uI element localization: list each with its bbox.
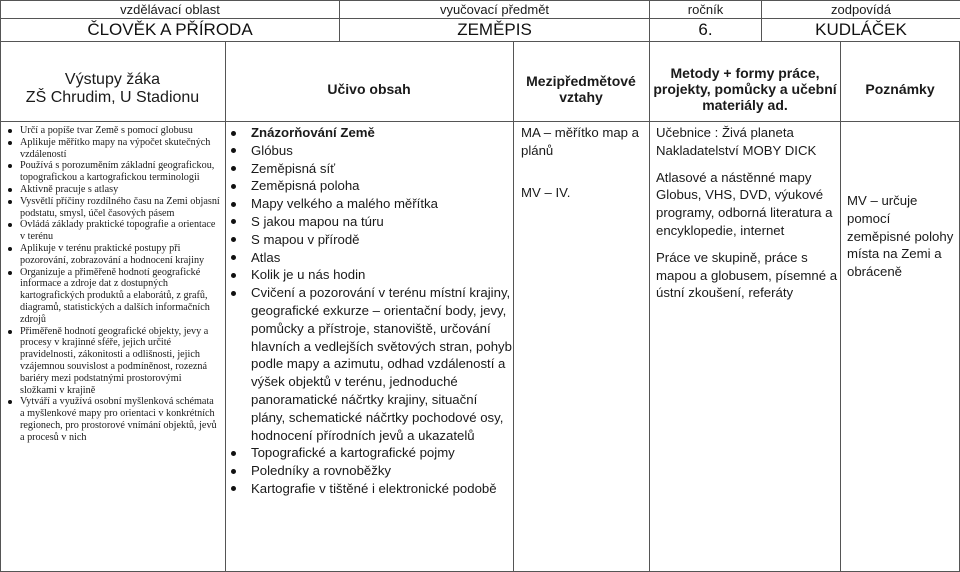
content-item: Atlas <box>225 249 513 267</box>
content-item: Glóbus <box>225 142 513 160</box>
methods-cell <box>656 124 840 311</box>
column-heading-content <box>225 56 513 122</box>
cross-relation-item: MV – IV. <box>521 184 571 200</box>
methods-item: Atlasové a nástěnné mapy Globus, VHS, DVD, výukové programy, odborná literatura a encyklopedie, internet <box>656 169 833 238</box>
methods-title: Metody + formy práce, projekty, pomůcky a učební materiály ad. <box>653 65 837 113</box>
outcome-item: Ovládá základy praktické topografie a orientace v terénu <box>6 219 220 243</box>
methods-item: Učebnice : Živá planeta Nakladatelství MOBY DICK <box>656 125 817 158</box>
outcomes-title: Výstupy žáka <box>64 71 161 88</box>
content-item: Topografické a kartografické pojmy <box>225 444 513 462</box>
header-label-grade: ročník <box>650 1 762 19</box>
outcome-item: Organizuje a přiměřeně hodnotí geografické informace a zdroje dat z dostupných kartografických produktů a elaborátů, z grafů, diagramů, statistických a dalších informačních zdrojů <box>6 267 220 326</box>
cross-relations <box>521 124 649 201</box>
content-item: S jakou mapou na túru <box>225 213 513 231</box>
content-item: Poledníky a rovnoběžky <box>225 462 513 480</box>
content-item: Zeměpisná poloha <box>225 177 513 195</box>
content-item: Kartografie v tištěné i elektronické podobě <box>225 480 513 498</box>
header-value-subject: ZEMĚPIS <box>340 19 650 42</box>
column-heading-cross <box>513 56 649 122</box>
header-value-area: ČLOVĚK A PŘÍRODA <box>1 19 340 42</box>
outcomes-school: ZŠ Chrudim, U Stadionu <box>25 89 200 106</box>
column-heading-notes <box>840 56 960 122</box>
outcome-item: Určí a popíše tvar Země s pomocí globusu <box>6 125 220 137</box>
outcome-item: Aplikuje měřítko mapy na výpočet skutečných vzdáleností <box>6 137 220 161</box>
outcome-item: Aplikuje v terénu praktické postupy při pozorování, zobrazování a hodnocení krajiny <box>6 243 220 267</box>
header-label-subject: vyučovací předmět <box>340 1 650 19</box>
notes-text: MV – určuje pomocí zeměpisné polohy místa na Zemi a obráceně <box>847 193 954 280</box>
header-value-grade: 6. <box>650 19 762 42</box>
header-label-row <box>1 1 960 19</box>
content-item: Kolik je u nás hodin <box>225 266 513 284</box>
column-heading-methods <box>653 56 837 122</box>
notes-title: Poznámky <box>865 81 935 97</box>
content-item: S mapou v přírodě <box>225 231 513 249</box>
outcome-item: Používá s porozuměním základní geografickou, topografickou a kartografickou terminologii <box>6 160 220 184</box>
notes-cell <box>847 192 957 281</box>
column-heading-outcomes <box>0 56 225 122</box>
header-value-row <box>1 19 960 42</box>
content-title: Učivo obsah <box>327 81 411 97</box>
outcomes-list <box>6 125 220 444</box>
outcome-item: Vysvětlí příčiny rozdílného času na Zemi objasní podstatu, smysl, účel časových pásem <box>6 196 220 220</box>
header-label-area: vzdělávací oblast <box>1 1 340 19</box>
content-item-heading: Znázorňování Země <box>225 124 513 142</box>
outcome-item: Přiměřeně hodnotí geografické objekty, jevy a procesy v krajinné sféře, jejich určité pravidelnosti, zákonitosti a odlišnosti, jejich vzájemnou souvislost a podmíněnost, rozezná bariéry mezi podstatnými prostorovými složkami v krajině <box>6 326 220 397</box>
content-item: Zeměpisná síť <box>225 160 513 178</box>
cross-title: Mezipředmětové vztahy <box>526 73 636 105</box>
content-item: Mapy velkého a malého měřítka <box>225 195 513 213</box>
cross-relation-item: MA – měřítko map a plánů <box>521 125 639 158</box>
header-value-responsible: KUDLÁČEK <box>762 19 960 42</box>
outcome-item: Vytváří a využívá osobní myšlenková schémata a myšlenkové mapy pro orientaci v konkrétních regionech, pro prostorové vnímání objektů, jevů a procesů v nich <box>6 396 220 443</box>
header-label-responsible: zodpovídá <box>762 1 960 19</box>
content-item: Cvičení a pozorování v terénu místní krajiny, geografické exkurze – orientační body, jevy, pomůcky a přístroje, stanoviště, určování hlavních a vedlejších světových stran, pohyb podle mapy a azimutu, odhad vzdáleností a výšek objektů v terénu, jednoduché panoramatické náčrtky krajiny, situační plány, schematické náčrtky pochodové osy, hodnocení přírodních jevů a ukazatelů <box>225 284 513 444</box>
content-list <box>225 124 513 498</box>
outcome-item: Aktivně pracuje s atlasy <box>6 184 220 196</box>
subject-header-table <box>0 0 960 42</box>
methods-item: Práce ve skupině, práce s mapou a globusem, písemné a ústní zkoušení, referáty <box>656 249 838 301</box>
